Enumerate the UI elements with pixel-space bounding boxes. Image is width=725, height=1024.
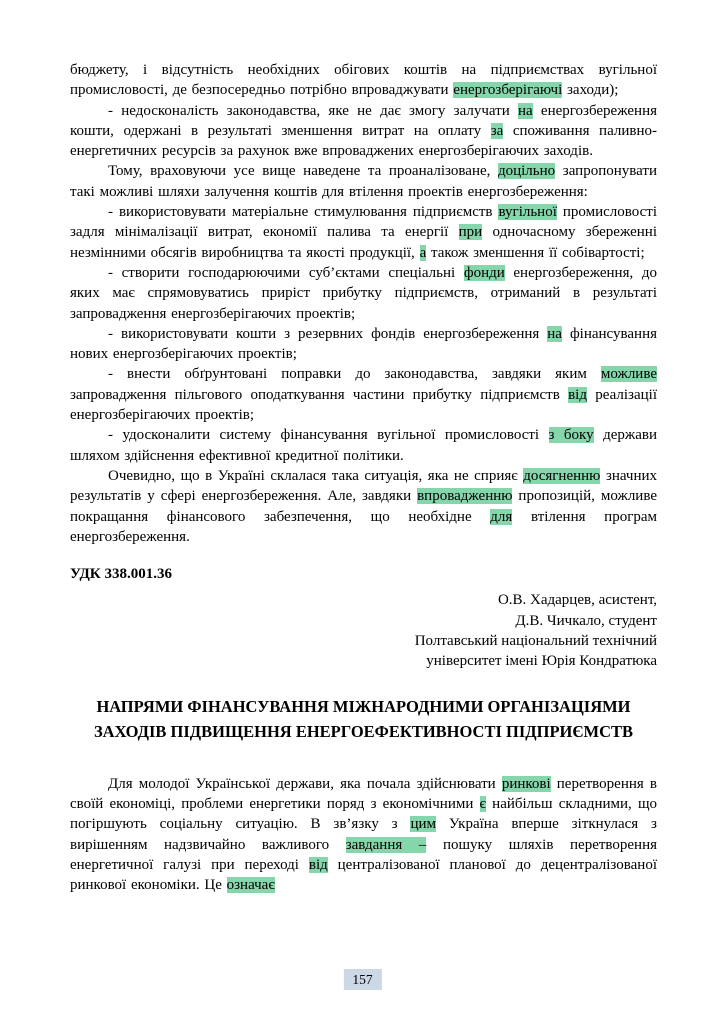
text-segment: бюджету, і відсутність необхідних обігових коштів на підприємствах вугільної промисловості, де безпосередньо потрібно впроваджувати xyxy=(70,62,657,99)
highlighted-text: від xyxy=(308,856,328,873)
paragraph xyxy=(70,202,657,263)
paragraph xyxy=(70,425,657,466)
text-segment: енергозбереження, до яких має спрямовуватись приріст прибутку підприємств, отриманий в результаті запровадження енергозберігаючих проектів; xyxy=(70,264,657,322)
page-number: 157 xyxy=(343,969,381,990)
paragraph xyxy=(70,324,657,365)
highlighted-text: є xyxy=(479,795,486,812)
body-text-bottom xyxy=(70,774,657,896)
highlighted-text: досягненню xyxy=(523,467,601,484)
author-line: університет імені Юрія Кондратюка xyxy=(426,653,657,670)
text-segment: Тому, враховуючи усе вище наведене та проаналізоване, xyxy=(108,163,498,180)
author-line: Д.В. Чичкало, студент xyxy=(515,612,657,629)
highlighted-text: завдання – xyxy=(345,836,427,853)
paragraph xyxy=(70,364,657,425)
author-line: Полтавський національний технічний xyxy=(414,633,657,650)
highlighted-text: енергозберігаючі xyxy=(453,82,563,99)
highlighted-text: цим xyxy=(410,816,437,833)
text-segment: - створити господарюючими суб’єктами спеціальні xyxy=(108,264,464,281)
author-line: О.В. Хадарцев, асистент, xyxy=(497,592,657,609)
text-segment: заходи); xyxy=(562,82,619,99)
highlighted-text: фонди xyxy=(463,264,505,281)
text-segment: одночасному збереженні незмінними обсягів виробництва та якості продукції, xyxy=(70,224,657,261)
highlighted-text: з боку xyxy=(548,427,594,444)
highlighted-text: при xyxy=(458,224,483,241)
text-segment: перетворення в своїй економіці, проблеми енергетики поряд з економічними xyxy=(70,775,657,812)
text-segment: Для молодої Української держави, яка почала здійснювати xyxy=(108,775,502,792)
paragraph xyxy=(70,161,657,202)
text-segment: централізованої планової до децентралізованої ринкової економіки. Це xyxy=(70,856,658,894)
highlighted-text: на xyxy=(517,102,533,119)
text-segment: Україна вперше зіткнулася з вирішенням надзвичайно важливого xyxy=(70,816,657,853)
highlighted-text: від xyxy=(568,386,587,403)
text-segment: найбільш складними, що погіршують соціальну ситуацію. В зв’язку з xyxy=(70,795,657,833)
text-segment: запропонувати такі можливі шляхи залучення коштів для втілення проектів енергозбереження: xyxy=(70,163,657,200)
text-segment: - внести обґрунтовані поправки до законодавства, завдяки яким xyxy=(108,366,601,383)
text-segment: - використовувати матеріальне стимулювання підприємств xyxy=(108,204,499,221)
paragraph xyxy=(70,263,657,324)
highlighted-text: впровадженню xyxy=(417,488,513,505)
highlighted-text: а xyxy=(419,244,427,261)
paragraph xyxy=(70,101,657,162)
body-text-top xyxy=(70,60,657,547)
text-segment: споживання паливно-енергетичних ресурсів за рахунок вже впроваджених енергозберігаючих заходів. xyxy=(70,122,657,160)
text-segment: втілення програм енергозбереження. xyxy=(70,508,658,545)
text-segment: пропозицій, можливе покращання фінансового забезпечення, що необхідне xyxy=(70,488,657,525)
paragraph xyxy=(70,466,657,547)
author-block xyxy=(70,590,657,671)
text-segment: - удосконалити систему фінансування вугільної промисловості xyxy=(108,427,549,444)
text-segment: пошуку шляхів перетворення енергетичної галузі при переході xyxy=(70,836,657,873)
text-segment: Очевидно, що в Україні склалася така ситуація, яка не сприяє xyxy=(108,467,524,484)
text-segment: також зменшення її собівартості; xyxy=(426,244,645,261)
text-segment: реалізації енергозберігаючих проектів; xyxy=(70,386,657,424)
highlighted-text: означає xyxy=(226,877,275,894)
text-segment: - недосконалість законодавства, яке не дає змогу залучати xyxy=(108,102,518,119)
paragraph xyxy=(70,774,657,896)
text-segment: фінансування нових енергозберігаючих проектів; xyxy=(70,325,657,363)
text-segment: енергозбереження кошти, одержані в результаті зменшення витрат на оплату xyxy=(70,102,657,139)
paragraph xyxy=(70,60,657,101)
udc-number: УДК 338.001.36 xyxy=(70,566,172,583)
page-content xyxy=(70,60,657,895)
highlighted-text: вугільної xyxy=(498,204,557,221)
highlighted-text: за xyxy=(490,122,504,139)
text-segment: держави шляхом здійснення ефективної кредитної політики. xyxy=(70,427,657,464)
text-segment: запровадження пільгового оподаткування частини прибутку підприємств xyxy=(70,386,569,403)
highlighted-text: для xyxy=(490,508,513,525)
text-segment: - використовувати кошти з резервних фондів енергозбереження xyxy=(108,325,548,342)
text-segment: значних результатів у сфері енергозбереження. Але, завдяки xyxy=(70,467,658,505)
highlighted-text: доцільно xyxy=(497,163,556,180)
text-segment: промисловості задля мінімалізації витрат, економії палива та енергії xyxy=(70,204,657,241)
highlighted-text: можливе xyxy=(600,366,657,383)
highlighted-text: ринкові xyxy=(501,775,551,792)
article-title: НАПРЯМИ ФІНАНСУВАННЯ МІЖНАРОДНИМИ ОРГАНІЗАЦІЯМИ ЗАХОДІВ ПІДВИЩЕННЯ ЕНЕРГОЕФЕКТИВНОСТІ ПІДПРИЄМСТВ xyxy=(93,696,634,741)
highlighted-text: на xyxy=(547,325,562,342)
